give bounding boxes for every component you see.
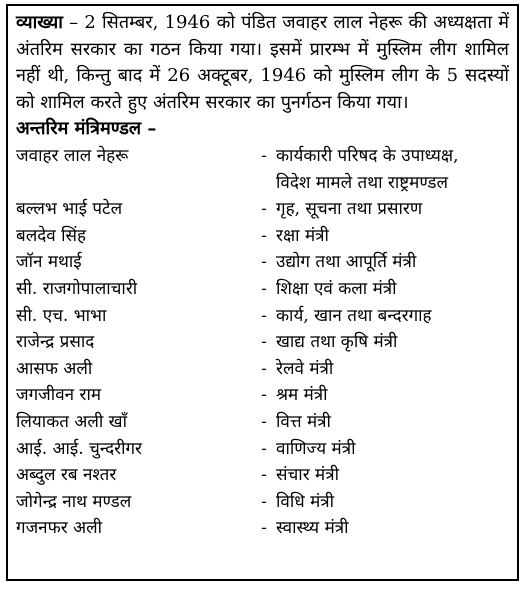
member-portfolio-line-1: कार्यकारी परिषद के उपाध्यक्ष, xyxy=(276,145,459,166)
member-row xyxy=(16,489,509,516)
member-name: आई. आई. चुन्दरीगर xyxy=(16,438,143,459)
member-portfolio: रेलवे मंत्री xyxy=(276,358,334,379)
member-row xyxy=(16,515,509,542)
member-row xyxy=(16,462,509,489)
explanation-paragraph xyxy=(16,10,509,116)
member-name: लियाकत अली खाँ xyxy=(16,411,127,432)
member-portfolio: खाद्य तथा कृषि मंत्री xyxy=(276,332,398,353)
member-name: जवाहर लाल नेहरू xyxy=(16,145,129,166)
member-dash: - xyxy=(261,385,267,406)
member-portfolio: गृह, सूचना तथा प्रसारण xyxy=(276,199,423,220)
member-dash: - xyxy=(261,199,267,220)
member-name: बल्लभ भाई पटेल xyxy=(16,199,123,220)
member-portfolio: शिक्षा एवं कला मंत्री xyxy=(276,278,397,299)
member-name: सी. एच. भाभा xyxy=(16,305,107,326)
member-dash: - xyxy=(261,252,267,273)
member-dash: - xyxy=(261,358,267,379)
member-dash: - xyxy=(261,465,267,486)
member-dash: - xyxy=(261,225,267,246)
explanation-label: व्याख्या xyxy=(16,12,63,33)
member-portfolio: रक्षा मंत्री xyxy=(276,225,329,246)
member-name: जॉन मथाई xyxy=(16,252,82,273)
member-row xyxy=(16,276,509,303)
member-dash: - xyxy=(261,518,267,539)
member-portfolio xyxy=(276,143,509,196)
member-dash: - xyxy=(261,491,267,512)
cabinet-heading: अन्तरिम मंत्रिमण्डल – xyxy=(16,118,157,140)
member-name: गजनफर अली xyxy=(16,518,103,539)
member-row xyxy=(16,196,509,223)
member-dash: - xyxy=(261,278,267,299)
member-portfolio: विधि मंत्री xyxy=(276,491,335,512)
member-row xyxy=(16,329,509,356)
member-name: सी. राजगोपालाचारी xyxy=(16,278,138,299)
member-row xyxy=(16,436,509,463)
explanation-text: – 2 सितम्बर, 1946 को पंडित जवाहर लाल नेहरू की अध्यक्षता में अंतरिम सरकार का गठन किया गया। इसमें प्रारम्भ में मुस्लिम लीग शामिल नहीं थी, किन्तु बाद में 26 अक्टूबर, 1946 को मुस्लिम लीग के 5 सदस्यों को शामिल करते हुए अंतरिम सरकार का पुनर्गठन किया गया। xyxy=(16,12,509,113)
member-portfolio: वित्त मंत्री xyxy=(276,411,331,432)
member-name: राजेन्द्र प्रसाद xyxy=(16,332,95,353)
text-box xyxy=(6,4,519,581)
member-row xyxy=(16,382,509,409)
member-dash: - xyxy=(261,438,267,459)
member-dash: - xyxy=(261,332,267,353)
member-portfolio: संचार मंत्री xyxy=(276,465,339,486)
member-row xyxy=(16,356,509,383)
member-portfolio: श्रम मंत्री xyxy=(276,385,328,406)
member-name: अब्दुल रब नश्तर xyxy=(16,465,117,486)
member-name: जोगेन्द्र नाथ मण्डल xyxy=(16,491,132,512)
member-portfolio-line-2: विदेश मामले तथा राष्ट्रमण्डल xyxy=(276,172,449,193)
member-row xyxy=(16,223,509,250)
member-portfolio: उद्योग तथा आपूर्ति मंत्री xyxy=(276,252,417,273)
member-name: बलदेव सिंह xyxy=(16,225,87,246)
member-portfolio: वाणिज्य मंत्री xyxy=(276,438,356,459)
member-row xyxy=(16,143,509,196)
member-portfolio: स्वास्थ्य मंत्री xyxy=(276,518,349,539)
member-dash: - xyxy=(261,305,267,326)
member-name: जगजीवन राम xyxy=(16,385,102,406)
member-name: आसफ अली xyxy=(16,358,93,379)
member-portfolio: कार्य, खान तथा बन्दरगाह xyxy=(276,305,432,326)
member-row xyxy=(16,303,509,330)
member-dash: - xyxy=(261,411,267,432)
member-dash: - xyxy=(261,145,267,166)
member-row xyxy=(16,409,509,436)
member-row xyxy=(16,249,509,276)
